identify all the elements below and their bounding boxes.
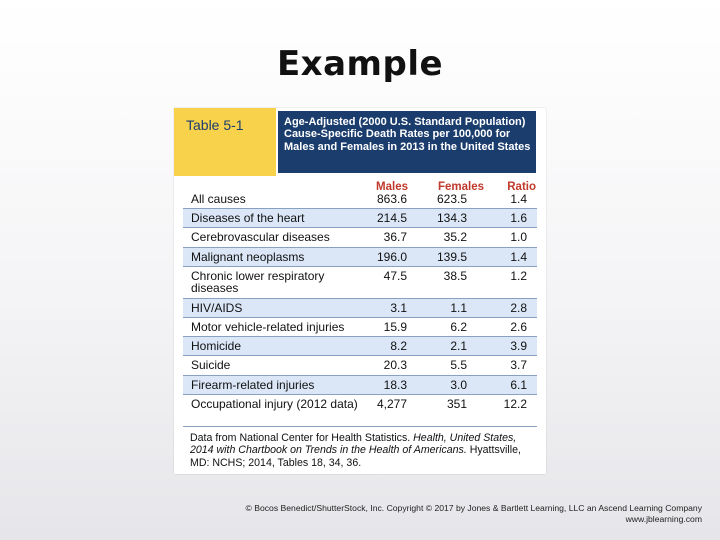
females-cell: 623.5 [436,192,467,206]
cause-cell: Suicide [191,358,231,373]
copyright-line: © Bocos Benedict/ShutterStock, Inc. Copyright © 2017 by Jones & Bartlett Learning, LLC an Ascend Learning Company [245,503,702,513]
ratio-cell: 3.9 [510,339,527,354]
males-cell: 8.2 [390,339,407,354]
source-italic-title: Health, United States, 2014 with Chartbook on Trends in the Health of Americans. [190,432,517,457]
table-source-note [190,432,540,469]
ratio-cell: 6.1 [510,377,527,392]
males-cell: 15.9 [383,319,407,334]
ratio-cell: 1.4 [510,192,527,206]
males-cell: 47.5 [383,268,407,283]
table-label-box [174,108,276,176]
males-cell: 214.5 [376,211,407,226]
table-caption: Age-Adjusted (2000 U.S. Standard Population) Cause-Specific Death Rates per 100,000 for Males and Females in 2013 in the United States [284,116,531,153]
column-header-ratio: Ratio [507,181,536,193]
cause-cell: All causes [191,192,246,206]
males-cell: 863.6 [376,192,407,206]
ratio-cell: 12.2 [503,396,527,411]
ratio-cell: 2.6 [510,319,527,334]
females-cell: 6.2 [450,319,467,334]
table-row [183,337,537,356]
males-cell: 36.7 [383,230,407,245]
table-row [183,395,537,427]
copyright-notice [202,503,702,525]
publisher-url: www.jblearning.com [625,514,702,524]
cause-cell: Firearm-related injuries [191,377,315,392]
table-figure [174,108,546,474]
table-row [183,376,537,395]
cause-cell: Cerebrovascular diseases [191,230,330,245]
females-cell: 5.5 [450,358,467,373]
table-row [183,299,537,318]
cause-cell: Motor vehicle-related injuries [191,319,345,334]
males-cell: 4,277 [376,396,407,411]
cause-cell: Diseases of the heart [191,211,305,226]
cause-cell: HIV/AIDS [191,300,243,315]
males-cell: 18.3 [383,377,407,392]
ratio-cell: 3.7 [510,358,527,373]
females-cell: 3.0 [450,377,467,392]
ratio-cell: 2.8 [510,300,527,315]
ratio-cell: 1.2 [510,268,527,283]
table-row [183,228,537,247]
females-cell: 139.5 [436,249,467,264]
source-suffix: Hyattsville, MD: NCHS; 2014, Tables 18, 34, 36. [190,444,521,469]
table-row [183,248,537,267]
ratio-cell: 1.6 [510,211,527,226]
males-cell: 20.3 [383,358,407,373]
table-row [183,209,537,228]
ratio-cell: 1.4 [510,249,527,264]
table-row [183,267,537,299]
slide-title: Example [276,44,444,84]
cause-cell: Occupational injury (2012 data) [191,396,358,411]
table-header [174,108,546,176]
table-row [183,190,537,209]
females-cell: 2.1 [450,339,467,354]
table-row [183,318,537,337]
females-cell: 134.3 [436,211,467,226]
females-cell: 38.5 [443,268,467,283]
table-label: Table 5-1 [186,117,244,133]
table-caption-box [278,111,536,173]
table-body [183,190,537,427]
cause-cell: Chronic lower respiratory diseases [191,268,325,295]
column-header-females: Females [437,181,484,193]
column-header-males: Males [376,181,408,193]
ratio-cell: 1.0 [510,230,527,245]
females-cell: 351 [446,396,467,411]
males-cell: 196.0 [376,249,407,264]
table-row [183,356,537,375]
males-cell: 3.1 [390,300,407,315]
females-cell: 35.2 [443,230,467,245]
cause-cell: Malignant neoplasms [191,249,305,264]
females-cell: 1.1 [450,300,467,315]
cause-cell: Homicide [191,339,242,354]
source-prefix: Data from National Center for Health Statistics. [190,432,411,444]
